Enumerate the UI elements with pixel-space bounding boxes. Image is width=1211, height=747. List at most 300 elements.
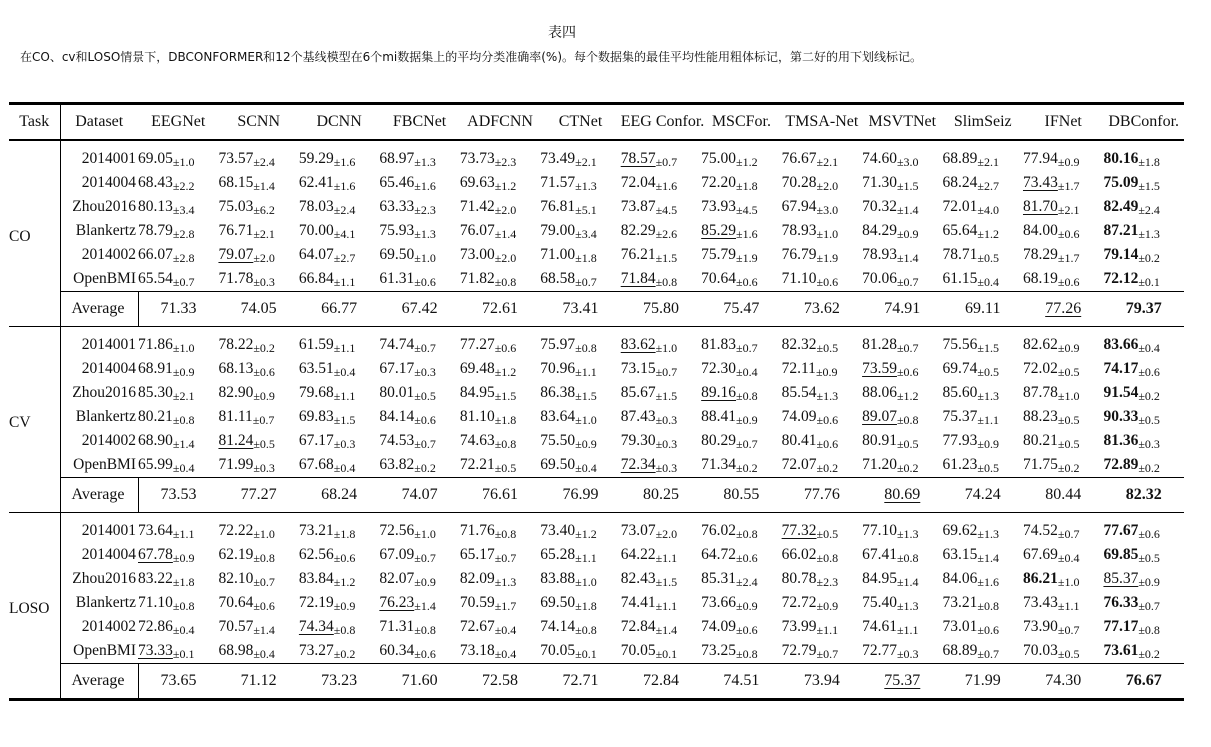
average-cell <box>218 292 298 327</box>
std-value: ±2.1 <box>1057 203 1080 218</box>
mean-value: 80.13 <box>138 198 173 216</box>
value-cell <box>460 243 540 267</box>
mean-value: 80.21 <box>1022 432 1058 450</box>
dataset-cell: OpenBMI <box>73 642 136 660</box>
std-value: ±0.9 <box>575 437 597 452</box>
std-value: ±1.2 <box>494 179 517 194</box>
value-cell <box>943 405 1023 429</box>
std-value: ±1.7 <box>494 599 517 614</box>
table-row <box>9 243 1184 267</box>
std-value: ±0.2 <box>1138 461 1160 476</box>
value-cell <box>218 543 298 567</box>
value-cell <box>782 639 862 664</box>
value-cell <box>701 453 781 478</box>
value-cell <box>379 543 459 567</box>
std-value: ±1.0 <box>172 341 195 356</box>
value-cell <box>138 243 218 267</box>
value-cell <box>943 327 1023 358</box>
mean-value: 77.17 <box>1103 618 1139 636</box>
value-cell <box>782 543 862 567</box>
mean-value: 69.85 <box>1103 546 1139 564</box>
value-cell <box>621 219 701 243</box>
std-value: ±0.8 <box>736 527 758 542</box>
value-cell <box>540 357 620 381</box>
mean-value: 76.21 <box>620 246 656 264</box>
value-cell <box>540 243 620 267</box>
average-label: Average <box>60 478 138 513</box>
mean-value: 64.72 <box>701 546 737 564</box>
task-label: CV <box>9 327 60 513</box>
std-value: ±0.4 <box>333 461 356 476</box>
std-value: ±1.3 <box>816 389 839 404</box>
std-value: ±4.5 <box>655 203 678 218</box>
std-value: ±0.6 <box>253 599 275 614</box>
value-cell <box>701 639 781 664</box>
mean-value: 75.56 <box>942 336 978 354</box>
std-value: ±0.2 <box>816 461 839 476</box>
std-value: ±0.4 <box>333 365 356 380</box>
value-cell <box>540 639 620 664</box>
value-cell <box>782 381 862 405</box>
mean-value: 67.09 <box>379 546 415 564</box>
value-cell <box>540 195 620 219</box>
value-cell <box>943 357 1023 381</box>
std-value: ±1.8 <box>172 575 195 590</box>
mean-value: 72.19 <box>298 594 334 612</box>
value-cell <box>218 267 298 292</box>
mean-value: 68.91 <box>138 360 173 378</box>
mean-value: 74.34 <box>298 618 334 636</box>
std-value: ±0.8 <box>896 551 919 566</box>
std-value: ±2.1 <box>172 389 195 404</box>
value-cell <box>621 591 701 615</box>
value-cell <box>1103 405 1184 429</box>
mean-value: 70.28 <box>781 174 817 192</box>
std-value: ±1.2 <box>736 155 758 170</box>
average-cell <box>379 478 459 513</box>
value-cell <box>701 381 781 405</box>
mean-value: 72.77 <box>862 642 897 660</box>
value-cell <box>379 140 459 171</box>
value-cell <box>299 639 379 664</box>
average-row <box>9 664 1184 700</box>
value-cell <box>379 195 459 219</box>
value-cell <box>379 513 459 544</box>
mean-value: 85.54 <box>781 384 817 402</box>
mean-value: 68.89 <box>942 642 978 660</box>
mean-value: 83.22 <box>138 570 173 588</box>
average-cell <box>701 478 781 513</box>
mean-value: 71.75 <box>1022 456 1058 474</box>
value-cell <box>540 327 620 358</box>
average-value: 73.94 <box>803 672 840 689</box>
value-cell <box>701 615 781 639</box>
std-value: ±1.5 <box>1138 179 1160 194</box>
mean-value: 73.15 <box>620 360 656 378</box>
value-cell <box>621 357 701 381</box>
value-cell <box>379 357 459 381</box>
mean-value: 79.07 <box>218 246 254 264</box>
value-cell <box>138 171 218 195</box>
std-value: ±0.4 <box>172 623 195 638</box>
value-cell <box>299 243 379 267</box>
std-value: ±0.4 <box>494 647 517 662</box>
mean-value: 61.59 <box>298 336 334 354</box>
mean-value: 67.41 <box>862 546 897 564</box>
std-value: ±1.4 <box>494 227 517 242</box>
average-value: 71.60 <box>401 672 438 689</box>
average-label: Average <box>60 292 138 327</box>
value-cell <box>1023 243 1103 267</box>
value-cell <box>862 195 942 219</box>
value-cell <box>782 357 862 381</box>
mean-value: 68.58 <box>540 270 576 288</box>
value-cell <box>1103 327 1184 358</box>
std-value: ±1.0 <box>253 527 275 542</box>
mean-value: 72.34 <box>620 456 656 474</box>
std-value: ±2.1 <box>575 155 597 170</box>
value-cell <box>218 453 298 478</box>
table-caption: 在CO、cv和LOSO情景下，DBCONFORMER和12个基线模型在6个mi数据集上的平均分类准确率(%)。每个数据集的最佳平均性能用粗体标记，第二好的用下划线标记。 <box>20 50 923 64</box>
std-value: ±1.5 <box>575 389 597 404</box>
std-value: ±1.6 <box>414 179 436 194</box>
value-cell <box>862 267 942 292</box>
std-value: ±1.1 <box>655 599 678 614</box>
value-cell <box>138 219 218 243</box>
value-cell <box>943 429 1023 453</box>
value-cell <box>621 639 701 664</box>
table-row <box>9 513 1184 544</box>
average-row <box>9 478 1184 513</box>
std-value: ±1.3 <box>896 599 919 614</box>
table-row <box>9 140 1184 171</box>
mean-value: 73.18 <box>459 642 495 660</box>
std-value: ±6.2 <box>253 203 275 218</box>
std-value: ±1.4 <box>414 599 436 614</box>
std-value: ±0.8 <box>896 413 919 428</box>
mean-value: 72.67 <box>459 618 495 636</box>
mean-value: 68.89 <box>942 150 978 168</box>
mean-value: 74.41 <box>620 594 656 612</box>
mean-value: 83.62 <box>620 336 656 354</box>
average-value: 80.55 <box>723 486 760 503</box>
value-cell <box>540 267 620 292</box>
average-cell <box>138 664 218 700</box>
value-cell <box>540 453 620 478</box>
value-cell <box>218 243 298 267</box>
std-value: ±0.8 <box>333 623 356 638</box>
mean-value: 77.94 <box>1022 150 1058 168</box>
average-cell <box>460 478 540 513</box>
value-cell <box>943 615 1023 639</box>
value-cell <box>218 381 298 405</box>
std-value: ±0.3 <box>1138 437 1160 452</box>
table-row <box>9 567 1184 591</box>
value-cell <box>862 327 942 358</box>
mean-value: 66.02 <box>781 546 817 564</box>
value-cell <box>943 243 1023 267</box>
mean-value: 87.21 <box>1103 222 1139 240</box>
std-value: ±0.1 <box>172 647 195 662</box>
mean-value: 73.57 <box>218 150 254 168</box>
std-value: ±0.6 <box>736 275 758 290</box>
average-value: 73.41 <box>562 300 599 317</box>
average-value: 67.42 <box>401 300 438 317</box>
std-value: ±1.3 <box>896 527 919 542</box>
std-value: ±0.4 <box>253 647 275 662</box>
std-value: ±0.9 <box>815 365 838 380</box>
value-cell <box>379 567 459 591</box>
average-cell <box>460 664 540 700</box>
value-cell <box>460 591 540 615</box>
std-value: ±0.7 <box>414 341 436 356</box>
mean-value: 71.76 <box>459 522 495 540</box>
std-value: ±0.3 <box>655 461 678 476</box>
value-cell <box>460 381 540 405</box>
average-value: 74.51 <box>723 672 760 689</box>
std-value: ±2.4 <box>253 155 275 170</box>
average-cell <box>621 478 701 513</box>
mean-value: 72.12 <box>1103 270 1139 288</box>
mean-value: 67.17 <box>298 432 334 450</box>
mean-value: 65.99 <box>138 456 173 474</box>
value-cell <box>540 591 620 615</box>
value-cell <box>862 639 942 664</box>
mean-value: 72.21 <box>459 456 495 474</box>
mean-value: 68.24 <box>942 174 978 192</box>
mean-value: 73.33 <box>138 642 173 660</box>
mean-value: 76.71 <box>218 222 254 240</box>
std-value: ±1.6 <box>333 155 356 170</box>
value-cell <box>138 567 218 591</box>
std-value: ±0.5 <box>1138 413 1160 428</box>
value-cell <box>1023 357 1103 381</box>
value-cell <box>460 327 540 358</box>
value-cell <box>1023 219 1103 243</box>
mean-value: 67.68 <box>298 456 334 474</box>
std-value: ±0.5 <box>816 527 839 542</box>
std-value: ±0.4 <box>494 623 517 638</box>
mean-value: 76.23 <box>379 594 415 612</box>
std-value: ±0.1 <box>655 647 678 662</box>
std-value: ±1.5 <box>977 341 999 356</box>
table-row <box>9 543 1184 567</box>
std-value: ±3.4 <box>575 227 597 242</box>
average-cell <box>540 292 620 327</box>
std-value: ±0.7 <box>736 437 758 452</box>
average-cell <box>862 292 942 327</box>
table-row <box>9 429 1184 453</box>
value-cell <box>782 405 862 429</box>
dataset-cell: Blankertz <box>75 594 136 612</box>
value-cell <box>1103 195 1184 219</box>
std-value: ±0.5 <box>1057 413 1080 428</box>
value-cell <box>540 429 620 453</box>
value-cell <box>1103 243 1184 267</box>
value-cell <box>138 405 218 429</box>
value-cell <box>460 140 540 171</box>
std-value: ±0.9 <box>172 365 195 380</box>
value-cell <box>460 453 540 478</box>
std-value: ±0.4 <box>1138 341 1160 356</box>
std-value: ±1.7 <box>1057 251 1080 266</box>
std-value: ±0.3 <box>655 413 678 428</box>
table-title: 表四 <box>548 25 576 41</box>
average-cell <box>299 664 379 700</box>
std-value: ±0.9 <box>172 551 195 566</box>
std-value: ±0.7 <box>253 575 275 590</box>
mean-value: 65.54 <box>138 270 173 288</box>
value-cell <box>1023 195 1103 219</box>
value-cell <box>621 267 701 292</box>
mean-value: 78.93 <box>781 222 817 240</box>
mean-value: 73.00 <box>459 246 495 264</box>
std-value: ±0.9 <box>736 599 758 614</box>
column-header: Dataset <box>75 113 124 130</box>
value-cell <box>379 381 459 405</box>
mean-value: 82.90 <box>218 384 254 402</box>
column-header: IFNet <box>1044 113 1082 130</box>
mean-value: 71.57 <box>540 174 576 192</box>
mean-value: 73.87 <box>620 198 656 216</box>
value-cell <box>299 357 379 381</box>
dataset-cell: 2014002 <box>81 618 136 636</box>
std-value: ±1.8 <box>333 527 356 542</box>
mean-value: 73.25 <box>701 642 737 660</box>
mean-value: 75.09 <box>1103 174 1139 192</box>
column-header: SlimSeiz <box>953 113 1012 130</box>
mean-value: 78.57 <box>620 150 656 168</box>
value-cell <box>138 591 218 615</box>
std-value: ±0.7 <box>977 647 999 662</box>
average-cell <box>782 478 862 513</box>
std-value: ±0.2 <box>333 647 356 662</box>
std-value: ±0.8 <box>655 275 678 290</box>
mean-value: 90.33 <box>1103 408 1139 426</box>
std-value: ±0.7 <box>736 341 758 356</box>
mean-value: 65.28 <box>540 546 576 564</box>
std-value: ±1.5 <box>655 575 678 590</box>
std-value: ±0.6 <box>816 275 839 290</box>
std-value: ±0.8 <box>575 341 597 356</box>
mean-value: 73.21 <box>942 594 978 612</box>
mean-value: 72.56 <box>379 522 415 540</box>
std-value: ±1.9 <box>816 251 839 266</box>
value-cell <box>299 591 379 615</box>
std-value: ±1.5 <box>494 389 517 404</box>
column-header: EEG Confor. <box>620 113 705 130</box>
std-value: ±0.8 <box>494 275 517 290</box>
average-cell <box>1103 664 1184 700</box>
value-cell <box>460 267 540 292</box>
column-header: ADFCNN <box>467 113 533 130</box>
value-cell <box>299 219 379 243</box>
std-value: ±0.7 <box>896 275 919 290</box>
column-header: DBConfor. <box>1108 113 1180 130</box>
value-cell <box>540 567 620 591</box>
value-cell <box>299 615 379 639</box>
mean-value: 71.84 <box>620 270 656 288</box>
value-cell <box>299 405 379 429</box>
std-value: ±1.1 <box>172 527 195 542</box>
std-value: ±1.4 <box>896 575 919 590</box>
mean-value: 72.02 <box>1022 360 1058 378</box>
mean-value: 67.17 <box>379 360 415 378</box>
std-value: ±1.8 <box>494 413 517 428</box>
std-value: ±2.1 <box>977 155 999 170</box>
mean-value: 69.48 <box>459 360 495 378</box>
task-label: CO <box>9 140 60 327</box>
value-cell <box>862 513 942 544</box>
mean-value: 74.17 <box>1103 360 1139 378</box>
mean-value: 65.17 <box>459 546 495 564</box>
mean-value: 76.67 <box>781 150 817 168</box>
value-cell <box>460 513 540 544</box>
mean-value: 69.05 <box>138 150 173 168</box>
mean-value: 86.38 <box>540 384 576 402</box>
std-value: ±0.3 <box>253 461 275 476</box>
std-value: ±1.4 <box>896 203 919 218</box>
value-cell <box>379 267 459 292</box>
value-cell <box>138 513 218 544</box>
average-cell <box>1023 478 1103 513</box>
average-cell <box>862 664 942 700</box>
mean-value: 70.03 <box>1022 642 1058 660</box>
std-value: ±0.5 <box>1057 365 1080 380</box>
value-cell <box>379 453 459 478</box>
table-row <box>9 453 1184 478</box>
average-cell <box>460 292 540 327</box>
value-cell <box>943 591 1023 615</box>
value-cell <box>782 140 862 171</box>
mean-value: 67.69 <box>1022 546 1058 564</box>
std-value: ±0.3 <box>655 437 678 452</box>
std-value: ±0.6 <box>414 647 436 662</box>
average-value: 74.05 <box>240 300 277 317</box>
value-cell <box>621 543 701 567</box>
mean-value: 70.59 <box>459 594 495 612</box>
value-cell <box>218 615 298 639</box>
mean-value: 73.99 <box>781 618 817 636</box>
std-value: ±1.4 <box>655 623 678 638</box>
value-cell <box>218 219 298 243</box>
std-value: ±1.1 <box>333 275 356 290</box>
average-value: 74.07 <box>401 486 438 503</box>
value-cell <box>299 543 379 567</box>
value-cell <box>701 429 781 453</box>
value-cell <box>218 429 298 453</box>
value-cell <box>1103 357 1184 381</box>
mean-value: 82.49 <box>1103 198 1139 216</box>
mean-value: 75.50 <box>540 432 576 450</box>
std-value: ±1.0 <box>414 527 436 542</box>
value-cell <box>1023 639 1103 664</box>
std-value: ±0.3 <box>414 365 436 380</box>
value-cell <box>782 615 862 639</box>
value-cell <box>299 195 379 219</box>
mean-value: 74.61 <box>862 618 897 636</box>
std-value: ±0.6 <box>414 275 436 290</box>
value-cell <box>1103 381 1184 405</box>
mean-value: 72.79 <box>781 642 817 660</box>
mean-value: 71.00 <box>540 246 576 264</box>
value-cell <box>379 327 459 358</box>
value-cell <box>379 243 459 267</box>
mean-value: 77.27 <box>459 336 495 354</box>
mean-value: 81.70 <box>1022 198 1058 216</box>
value-cell <box>1023 429 1103 453</box>
mean-value: 83.88 <box>540 570 576 588</box>
